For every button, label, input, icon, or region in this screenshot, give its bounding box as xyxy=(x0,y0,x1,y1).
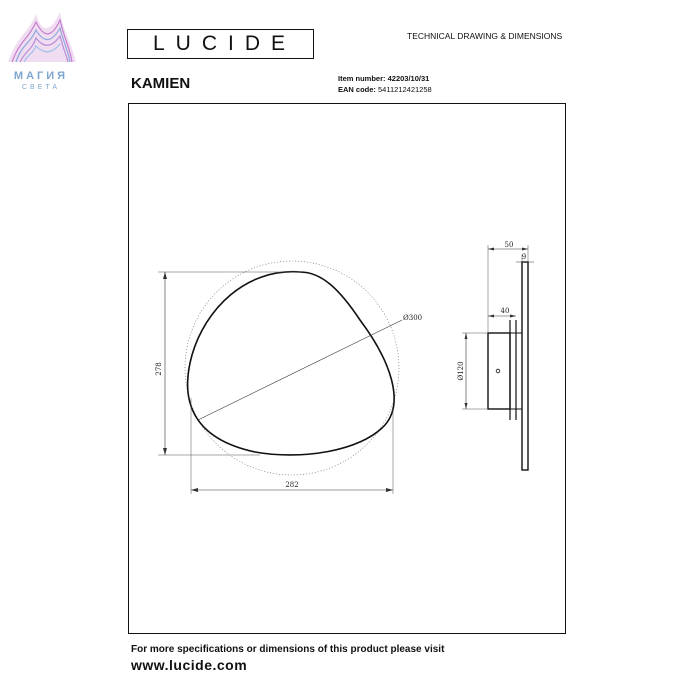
document-type-label: TECHNICAL DRAWING & DIMENSIONS xyxy=(407,31,563,41)
diameter-circle xyxy=(185,261,399,475)
diameter-label: Ø300 xyxy=(403,314,423,322)
base-diameter-label: Ø120 xyxy=(457,361,465,381)
diameter-leader-line xyxy=(198,322,398,420)
width-label: 282 xyxy=(285,481,299,489)
product-name: KAMIEN xyxy=(131,75,191,92)
ean-code-line xyxy=(338,85,432,94)
wall-base xyxy=(488,333,510,409)
lamp-body-side xyxy=(522,262,528,470)
base-depth-label: 40 xyxy=(500,307,510,315)
watermark-line1: МАГИЯ xyxy=(13,70,69,82)
thickness-label: 9 xyxy=(521,253,527,261)
depth-label: 50 xyxy=(504,241,514,249)
brand-logo: LUCIDE xyxy=(127,29,314,59)
side-view xyxy=(457,241,534,470)
front-view xyxy=(155,261,422,494)
item-number-value: 42203/10/31 xyxy=(387,74,430,83)
watermark-waves-icon xyxy=(2,4,80,68)
item-number-line xyxy=(338,74,429,83)
footer-note: For more specifications or dimensions of this product please visit xyxy=(131,644,445,655)
technical-drawing xyxy=(128,103,566,634)
lamp-outline xyxy=(188,272,394,455)
watermark-logo xyxy=(2,4,80,96)
website-link[interactable]: www.lucide.com xyxy=(131,657,248,673)
ean-code-label: EAN code: xyxy=(338,85,376,94)
item-number-label: Item number: xyxy=(338,74,386,83)
watermark-line2: СВЕТА xyxy=(21,84,61,91)
height-label: 278 xyxy=(155,362,163,376)
ean-code-value: 5411212421258 xyxy=(378,85,432,94)
